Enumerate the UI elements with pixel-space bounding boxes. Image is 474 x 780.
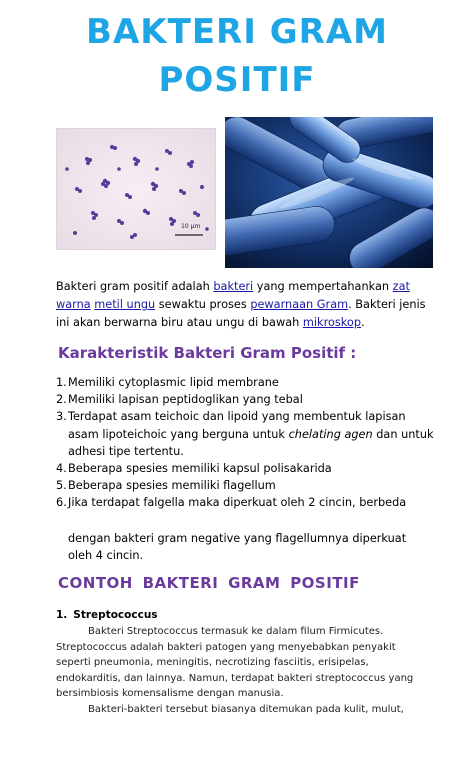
intro-text: Bakteri gram positif adalah [56, 280, 214, 293]
list-item [56, 408, 436, 460]
example-body [56, 624, 428, 718]
link-bakteri[interactable]: bakteri [213, 280, 254, 293]
link-metil-ungu[interactable]: metil ungu [94, 298, 156, 311]
title-line-1: BAKTERI GRAM [86, 12, 388, 52]
examples-heading: CONTOH BAKTERI GRAM POSITIF [58, 574, 360, 592]
micrograph-drawing [57, 129, 215, 249]
item-number: 6. [56, 496, 67, 510]
link-pewarnaan-gram[interactable]: pewarnaan Gram [250, 298, 349, 311]
intro-text: . Bakteri jenis ini akan berwarna biru atau ungu di bawah [56, 298, 426, 329]
scale-label: 10 µm [181, 223, 201, 230]
intro-text: yang mempertahankan [253, 280, 393, 293]
list-item-continuation: dengan bakteri gram negative yang flagellumnya diperkuat oleh 4 cincin. [68, 532, 407, 563]
item-number: 1. [56, 376, 67, 389]
example-paragraph-1: Bakteri Streptococcus termasuk ke dalam filum Firmicutes. Streptococcus adalah bakteri patogen yang menyebabkan penyakit seperti pneumonia, meningitis, necrotizing fasciitis, erisipelas, endokarditis, dan lainnya. Namun, terdapat bakteri streptococcus yang bersimbiosis komensalisme dengan manusia. [56, 626, 414, 700]
item-text: Memiliki lapisan peptidoglikan yang tebal [68, 393, 303, 407]
list-item [56, 460, 436, 477]
intro-text: sewaktu proses [155, 298, 251, 311]
item-text: Beberapa spesies memiliki flagellum [68, 479, 276, 493]
item-text: Terdapat asam teichoic dan lipoid yang membentuk lapisan asam lipoteichoic yang berguna untuk [68, 410, 406, 441]
link-mikroskop[interactable]: mikroskop [302, 316, 362, 329]
example-paragraph-2: Bakteri-bakteri tersebut biasanya ditemukan pada kulit, mulut, [88, 703, 404, 715]
list-item [56, 477, 436, 494]
list-item [56, 391, 436, 408]
example-name: Streptococcus [73, 609, 158, 621]
bacteria-3d-render [225, 117, 433, 268]
item-number: 4. [56, 462, 67, 476]
list-item [56, 494, 436, 511]
item-text: Memiliki cytoplasmic lipid membrane [68, 376, 279, 389]
title-line-2: POSITIF [158, 60, 316, 100]
item-number: 2. [56, 393, 67, 407]
example-subheading [56, 609, 158, 621]
list-item [56, 374, 436, 391]
characteristics-heading: Karakteristik Bakteri Gram Positif : [58, 344, 357, 362]
item-number: 5. [56, 479, 67, 493]
link-zat-warna[interactable]: zat warna [56, 280, 410, 311]
intro-paragraph [56, 278, 426, 332]
gram-stain-micrograph [56, 128, 216, 250]
item-number: 3. [56, 410, 67, 424]
item-text: dan untuk adhesi tipe tertentu. [68, 427, 434, 458]
bacteria-render-drawing [225, 117, 433, 268]
characteristics-list [56, 374, 436, 512]
page-title [0, 8, 474, 104]
intro-text: . [361, 316, 365, 329]
item-italic-text: chelating agen [288, 427, 373, 441]
item-text: Jika terdapat falgella maka diperkuat oleh 2 cincin, berbeda [68, 496, 407, 510]
example-number: 1. [56, 609, 68, 621]
item-text: Beberapa spesies memiliki kapsul polisakarida [68, 462, 332, 476]
